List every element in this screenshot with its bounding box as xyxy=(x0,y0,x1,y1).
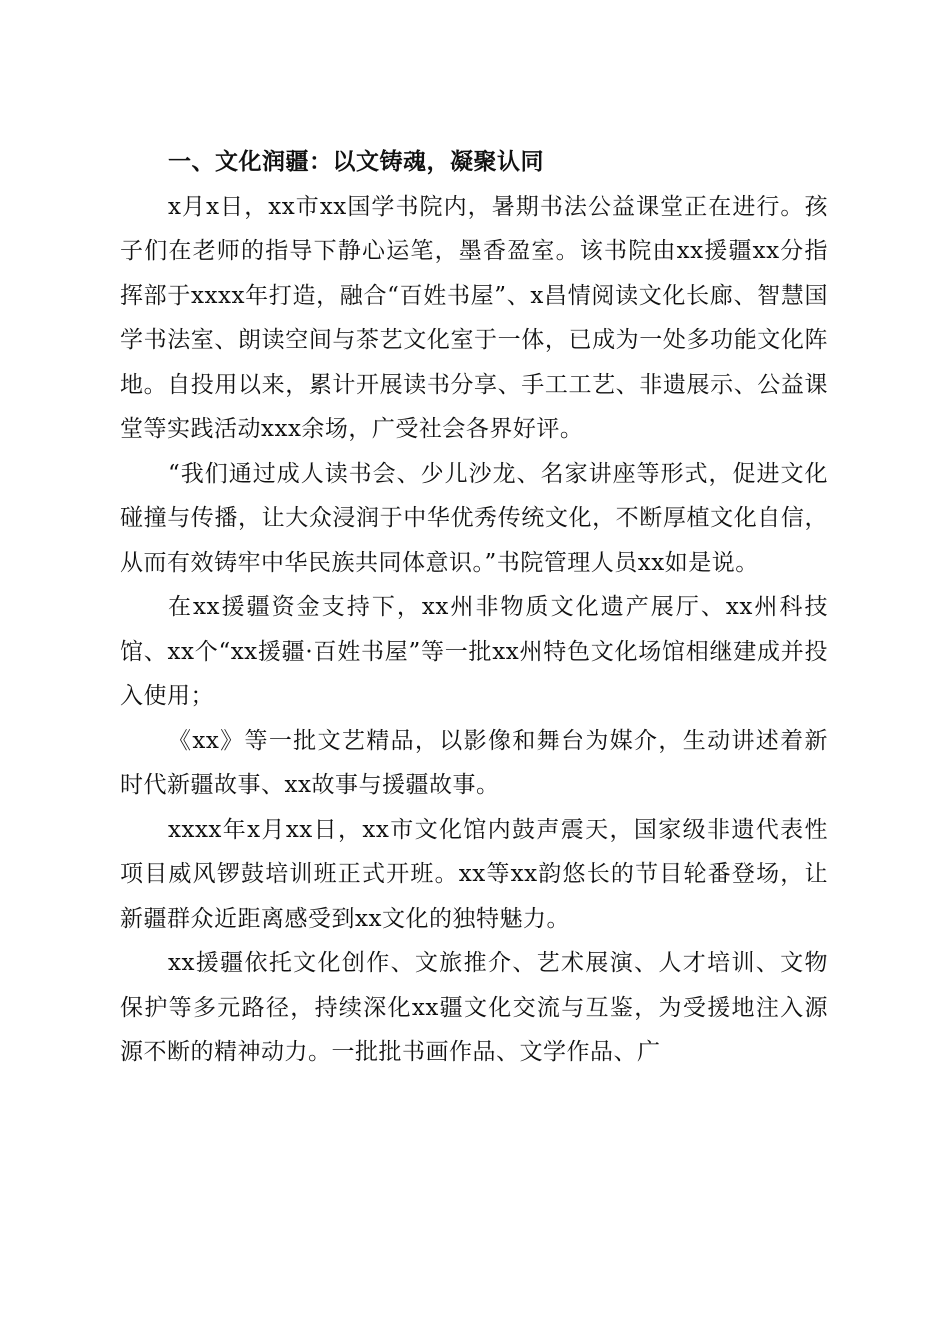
section-heading: 一、文化润疆：以文铸魂，凝聚认同 xyxy=(168,149,544,175)
paragraph: 在xx援疆资金支持下，xx州非物质文化遗产展厅、xx州科技馆、xx个“xx援疆·百姓书屋”等一批xx州特色文化场馆相继建成并投入使用； xyxy=(120,594,828,709)
document-body xyxy=(120,140,828,1075)
paragraph: “我们通过成人读书会、少儿沙龙、名家讲座等形式，促进文化碰撞与传播，让大众浸润于中华优秀传统文化，不断厚植文化自信，从而有效铸牢中华民族共同体意识。”书院管理人员xx如是说。 xyxy=(120,460,828,576)
paragraph: 《xx》等一批文艺精品，以影像和舞台为媒介，生动讲述着新时代新疆故事、xx故事与援疆故事。 xyxy=(120,727,828,798)
paragraph: xxxx年x月xx日，xx市文化馆内鼓声震天，国家级非遗代表性项目威风锣鼓培训班正式开班。xx等xx韵悠长的节目轮番登场，让新疆群众近距离感受到xx文化的独特魅力。 xyxy=(120,816,828,932)
paragraph: x月x日，xx市xx国学书院内，暑期书法公益课堂正在进行。孩子们在老师的指导下静心运笔，墨香盈室。该书院由xx援疆xx分指挥部于xxxx年打造，融合“百姓书屋”、x昌情阅读文化长廊、智慧国学书法室、朗读空间与茶艺文化室于一体，已成为一处多功能文化阵地。自投用以来，累计开展读书分享、手工工艺、非遗展示、公益课堂等实践活动xxx余场，广受社会各界好评。 xyxy=(120,193,828,442)
paragraph: xx援疆依托文化创作、文旅推介、艺术展演、人才培训、文物保护等多元路径，持续深化xx疆文化交流与互鉴，为受援地注入源源不断的精神动力。一批批书画作品、文学作品、广 xyxy=(120,950,828,1065)
